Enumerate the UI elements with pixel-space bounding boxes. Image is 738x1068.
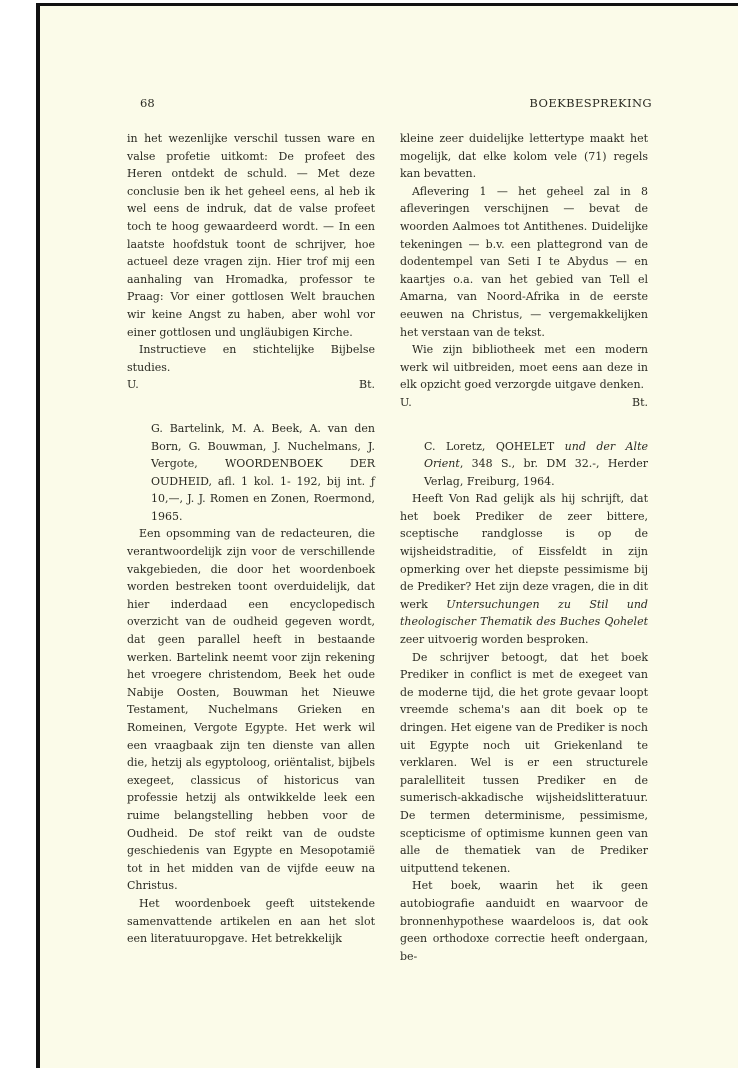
- book-reference: G. Bartelink, M. A. Beek, A. van den Born, G. Bouwman, J. Nuchelmans, J. Vergote, WOORDENBOEK DER OUDHEID, afl. 1 kol. 1- 192, bij int. ƒ 10,—, J. J. Romen en Zonen, Roermond, 1965.: [151, 421, 375, 523]
- paragraph: Een opsomming van de redacteuren, die verantwoordelijk zijn voor de verschillende vakgebieden, die door het woordenboek worden bestreken toont overduidelijk, dat hier inderdaad een encyclopedisch overzicht van de oudheid gegeven wordt, dat geen parallel heeft in bestaande werken. Bartelink neemt voor zijn rekening het vroegere christendom, Beek het oude Nabije Oosten, Bouwman het Nieuwe Testament, Nuchelmans Grieken en Romeinen, Vergote Egypte. Het werk wil een vraagbaak zijn ten dienste van allen die, hetzij als egyptoloog, oriëntalist, bijbels exegeet, classicus of historicus van professie hetzij als ontwikkelde leek een ruime belangstelling hebben voor de Oudheid. De stof reikt van de oudste geschiedenis van Egypte en Mesopotamië tot in het midden van de vijfde eeuw na Christus.: [127, 527, 375, 893]
- signature-initial: U.: [400, 395, 412, 409]
- running-head: BOEKBESPREKING: [529, 96, 652, 110]
- signature-initial: U.: [127, 378, 139, 392]
- signature-abbrev: Bt.: [631, 395, 648, 409]
- cited-title: Untersuchungen zu Stil und theologischer Thematik des Buches Qohelet: [400, 597, 648, 629]
- signature-abbrev: Bt.: [358, 378, 375, 392]
- paragraph: Het woordenboek geeft uitstekende samenvattende artikelen en aan het slot een literatuuropgave. Het betrekkelijk: [127, 896, 375, 946]
- paragraph: De schrijver betoogt, dat het boek Prediker in conflict is met de exegeet van de moderne tijd, die het grote gevaar loopt vreemde schema's aan dit boek op te dringen. Het eigene van de Prediker is noch uit Egypte noch uit Griekenland te verklaren. Wel is er een structurele paralelliteit tussen Prediker en de sumerisch-akkadische wijsheidslitteratuur. De termen determinisme, pessimisme, scepticisme of optimisme kunnen geen van alle de thematiek van de Prediker uitputtend tekenen.: [400, 650, 648, 875]
- signature: [127, 376, 375, 394]
- paragraph: Wie zijn bibliotheek met een modern werk wil uitbreiden, moet eens aan deze in elk opzicht goed verzorgde uitgave denken.: [400, 343, 648, 392]
- right-column: [400, 130, 648, 965]
- paragraph: Het boek, waarin het ik geen autobiografie aanduidt en waarvoor de bronnenhypothese waardeloos is, dat ook geen orthodoxe correctie heeft ondergaan, be-: [400, 879, 648, 963]
- paragraph: kleine zeer duidelijke lettertype maakt het mogelijk, dat elke kolom vele (71) regels kan bevatten.: [400, 132, 648, 181]
- paragraph: Heeft Von Rad gelijk als hij schrijft, dat het boek Prediker de zeer bittere, sceptische randglosse is op de wijsheidstraditie, of Eissfeldt in zijn opmerking over het diepste pessimisme bij de Prediker? Het zijn deze vragen, die in dit werk Untersuchungen zu Stil und theologischer Thematik des Buches Qohelet zeer uitvoerig worden besproken.: [400, 492, 648, 647]
- book-subtitle: und der Alte Orient: [424, 439, 648, 471]
- book-reference: C. Loretz, QOHELET und der Alte Orient, 348 S., br. DM 32.-, Herder Verlag, Freiburg, 1964.: [424, 439, 648, 488]
- paragraph: in het wezenlijke verschil tussen ware en valse profetie uitkomt: De profeet des Heren ontdekt de schuld. — Met deze conclusie ben ik het geheel eens, al heb ik wel eens de indruk, dat de valse profeet toch te hoog gewaardeerd wordt. — In een laatste hoofdstuk toont de schrijver, hoe actueel deze vragen zijn. Hier trof mij een aanhaling van Hromadka, professor te Praag: Vor einer gottlosen Welt brauchen wir keine Angst zu haben, aber wohl vor einer gottlosen und ungläubigen Kirche.: [127, 132, 375, 339]
- document-page: [40, 6, 738, 1068]
- page-number: 68: [140, 96, 155, 110]
- left-column: [127, 130, 375, 948]
- signature: [400, 394, 648, 412]
- paragraph: Instructieve en stichtelijke Bijbelse studies.: [127, 343, 375, 374]
- paragraph: Aflevering 1 — het geheel zal in 8 afleveringen verschijnen — bevat de woorden Aalmoes tot Antithenes. Duidelijke tekeningen — b.v. een plattegrond van de dodentempel van Seti I te Abydus — en kaartjes o.a. van het gebied van Tell el Amarna, van Noord-Afrika in de eerste eeuwen na Christus, — vergemakkelijken het verstaan van de tekst.: [400, 184, 648, 339]
- page-header: [40, 96, 738, 112]
